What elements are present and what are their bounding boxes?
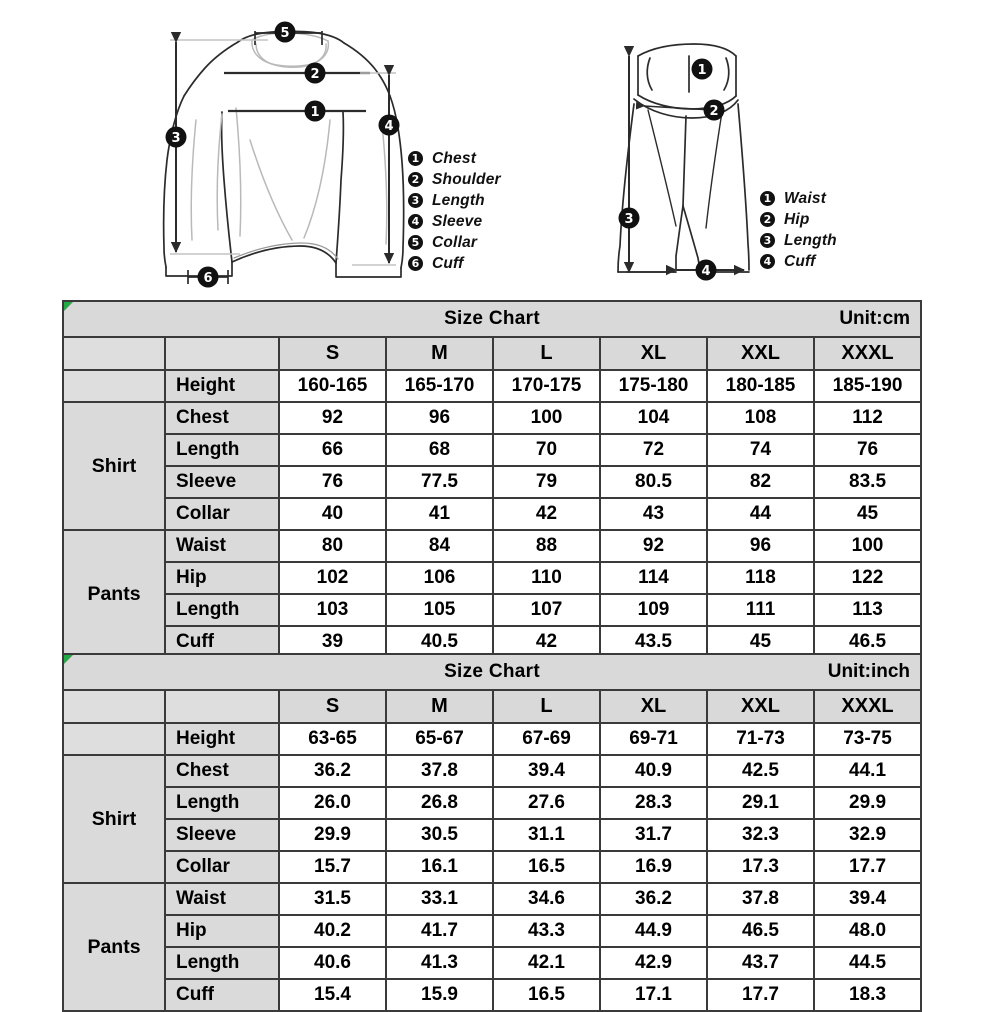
table-row xyxy=(63,370,921,402)
cell-pants-waist-s: 31.5 xyxy=(279,883,386,915)
cell-shirt-collar-xxl: 44 xyxy=(707,498,814,530)
cell-pants-hip-xxl: 46.5 xyxy=(707,915,814,947)
size-header-xl: XL xyxy=(600,690,707,723)
size-header-xxl: XXL xyxy=(707,337,814,370)
cell-shirt-chest-m: 37.8 xyxy=(386,755,493,787)
shirt-legend-row xyxy=(408,253,501,274)
cell-shirt-sleeve-xxl: 32.3 xyxy=(707,819,814,851)
cell-pants-cuff-xxxl: 46.5 xyxy=(814,626,921,658)
cell-pants-hip-xl: 114 xyxy=(600,562,707,594)
cell-height-l: 170-175 xyxy=(493,370,600,402)
table-row xyxy=(63,883,921,915)
cell-shirt-chest-xxl: 42.5 xyxy=(707,755,814,787)
cell-pants-length-m: 41.3 xyxy=(386,947,493,979)
cell-pants-hip-s: 40.2 xyxy=(279,915,386,947)
shirt-marker-3 xyxy=(166,127,187,148)
shirt-legend-row xyxy=(408,148,501,169)
shirt-marker-6 xyxy=(198,267,219,288)
cell-height-s: 63-65 xyxy=(279,723,386,755)
svg-text:5: 5 xyxy=(280,26,290,41)
cell-shirt-length-xxl: 74 xyxy=(707,434,814,466)
cell-pants-length-xxxl: 44.5 xyxy=(814,947,921,979)
cell-shirt-length-l: 70 xyxy=(493,434,600,466)
cell-height-xxl: 180-185 xyxy=(707,370,814,402)
cell-shirt-length-xxxl: 76 xyxy=(814,434,921,466)
cell-pants-cuff-xxl: 17.7 xyxy=(707,979,814,1011)
cell-pants-waist-xxxl: 39.4 xyxy=(814,883,921,915)
shirt-legend-badge-3: 3 xyxy=(408,193,423,208)
cell-shirt-length-xxxl: 29.9 xyxy=(814,787,921,819)
cell-shirt-sleeve-xl: 80.5 xyxy=(600,466,707,498)
table-row xyxy=(63,947,921,979)
shirt-legend-row xyxy=(408,169,501,190)
row-label-shirt-chest: Chest xyxy=(165,402,279,434)
group-label-pants: Pants xyxy=(63,530,165,658)
cell-shirt-sleeve-xl: 31.7 xyxy=(600,819,707,851)
pants-legend-row xyxy=(760,209,837,230)
pants-legend-badge-4: 4 xyxy=(760,254,775,269)
pants-legend-row xyxy=(760,251,837,272)
table-unit-label: Unit:cm xyxy=(839,308,911,329)
cell-shirt-collar-xxxl: 45 xyxy=(814,498,921,530)
cell-pants-hip-m: 41.7 xyxy=(386,915,493,947)
cell-shirt-length-l: 27.6 xyxy=(493,787,600,819)
shirt-marker-2 xyxy=(305,63,326,84)
table-row xyxy=(63,594,921,626)
table-row xyxy=(63,979,921,1011)
cell-height-m: 65-67 xyxy=(386,723,493,755)
row-label-shirt-length: Length xyxy=(165,787,279,819)
cell-shirt-length-m: 26.8 xyxy=(386,787,493,819)
cell-shirt-collar-xl: 43 xyxy=(600,498,707,530)
cell-shirt-sleeve-s: 76 xyxy=(279,466,386,498)
cell-pants-hip-xxl: 118 xyxy=(707,562,814,594)
cell-shirt-length-xl: 72 xyxy=(600,434,707,466)
cell-shirt-sleeve-xxxl: 32.9 xyxy=(814,819,921,851)
cell-shirt-sleeve-l: 79 xyxy=(493,466,600,498)
svg-text:4: 4 xyxy=(384,119,394,134)
cell-shirt-chest-m: 96 xyxy=(386,402,493,434)
cell-shirt-sleeve-xxl: 82 xyxy=(707,466,814,498)
table-row xyxy=(63,787,921,819)
row-label-pants-length: Length xyxy=(165,947,279,979)
table-title-row xyxy=(63,301,921,337)
table-row xyxy=(63,402,921,434)
shirt-legend-label-length: Length xyxy=(432,191,485,209)
size-header-row xyxy=(63,690,921,723)
size-header-xxxl: XXXL xyxy=(814,690,921,723)
table-title-row xyxy=(63,654,921,690)
shirt-legend-badge-2: 2 xyxy=(408,172,423,187)
cell-shirt-chest-s: 36.2 xyxy=(279,755,386,787)
table-row xyxy=(63,562,921,594)
svg-text:2: 2 xyxy=(709,104,719,119)
pants-legend-label-length: Length xyxy=(784,231,837,249)
svg-text:3: 3 xyxy=(624,212,634,227)
shirt-legend-label-sleeve: Sleeve xyxy=(432,212,483,230)
svg-text:6: 6 xyxy=(203,271,213,286)
size-chart-table xyxy=(62,653,922,1012)
cell-pants-waist-xl: 92 xyxy=(600,530,707,562)
pants-marker-3 xyxy=(619,208,640,229)
cell-height-xxxl: 73-75 xyxy=(814,723,921,755)
header-blank-group xyxy=(63,690,165,723)
cell-height-m: 165-170 xyxy=(386,370,493,402)
row-label-height: Height xyxy=(165,370,279,402)
row-label-shirt-sleeve: Sleeve xyxy=(165,466,279,498)
cell-pants-cuff-xxxl: 18.3 xyxy=(814,979,921,1011)
cell-shirt-collar-l: 16.5 xyxy=(493,851,600,883)
shirt-marker-1 xyxy=(305,101,326,122)
cell-pants-waist-s: 80 xyxy=(279,530,386,562)
pants-legend-badge-3: 3 xyxy=(760,233,775,248)
group-label-shirt: Shirt xyxy=(63,402,165,530)
shirt-legend-label-collar: Collar xyxy=(432,233,478,251)
pants-marker-1 xyxy=(692,59,713,80)
cell-shirt-collar-xxxl: 17.7 xyxy=(814,851,921,883)
row-label-pants-hip: Hip xyxy=(165,915,279,947)
shirt-legend-badge-1: 1 xyxy=(408,151,423,166)
cell-pants-hip-xl: 44.9 xyxy=(600,915,707,947)
cell-height-xxl: 71-73 xyxy=(707,723,814,755)
cell-pants-hip-l: 110 xyxy=(493,562,600,594)
cell-shirt-chest-s: 92 xyxy=(279,402,386,434)
table-title: Size Chart xyxy=(444,308,540,329)
size-table-inch xyxy=(62,653,920,1012)
cell-shirt-collar-m: 16.1 xyxy=(386,851,493,883)
shirt-drawing xyxy=(164,31,404,277)
size-header-xxl: XXL xyxy=(707,690,814,723)
row-label-pants-hip: Hip xyxy=(165,562,279,594)
shirt-legend-badge-4: 4 xyxy=(408,214,423,229)
cell-pants-waist-xl: 36.2 xyxy=(600,883,707,915)
cell-pants-hip-xxxl: 122 xyxy=(814,562,921,594)
row-label-height: Height xyxy=(165,723,279,755)
cell-pants-hip-xxxl: 48.0 xyxy=(814,915,921,947)
table-row xyxy=(63,723,921,755)
row-label-shirt-sleeve: Sleeve xyxy=(165,819,279,851)
cell-height-xxxl: 185-190 xyxy=(814,370,921,402)
cell-pants-length-xxl: 111 xyxy=(707,594,814,626)
svg-text:1: 1 xyxy=(310,105,320,120)
table-row xyxy=(63,530,921,562)
height-group-blank xyxy=(63,723,165,755)
pants-legend-badge-2: 2 xyxy=(760,212,775,227)
cell-pants-cuff-l: 16.5 xyxy=(493,979,600,1011)
size-table-cm xyxy=(62,300,920,659)
row-label-shirt-collar: Collar xyxy=(165,498,279,530)
cell-shirt-collar-xl: 16.9 xyxy=(600,851,707,883)
cell-pants-length-l: 42.1 xyxy=(493,947,600,979)
size-header-s: S xyxy=(279,690,386,723)
cell-shirt-chest-xxxl: 44.1 xyxy=(814,755,921,787)
row-label-shirt-chest: Chest xyxy=(165,755,279,787)
shirt-legend-row xyxy=(408,211,501,232)
row-label-shirt-collar: Collar xyxy=(165,851,279,883)
pants-legend-row xyxy=(760,188,837,209)
pants-legend-label-hip: Hip xyxy=(784,210,810,228)
pants-legend xyxy=(760,188,837,272)
size-header-m: M xyxy=(386,337,493,370)
table-title: Size Chart xyxy=(444,661,540,682)
cell-shirt-collar-s: 15.7 xyxy=(279,851,386,883)
cell-shirt-collar-l: 42 xyxy=(493,498,600,530)
cell-pants-length-m: 105 xyxy=(386,594,493,626)
table-row xyxy=(63,851,921,883)
cell-pants-waist-m: 33.1 xyxy=(386,883,493,915)
cell-pants-cuff-s: 15.4 xyxy=(279,979,386,1011)
header-blank-measure xyxy=(165,690,279,723)
shirt-legend-row xyxy=(408,232,501,253)
header-blank-group xyxy=(63,337,165,370)
shirt-marker-5 xyxy=(275,22,296,43)
table-row xyxy=(63,755,921,787)
cell-pants-hip-m: 106 xyxy=(386,562,493,594)
pants-legend-row xyxy=(760,230,837,251)
size-header-xxxl: XXXL xyxy=(814,337,921,370)
cell-pants-hip-l: 43.3 xyxy=(493,915,600,947)
cell-shirt-chest-xxxl: 112 xyxy=(814,402,921,434)
pants-legend-label-waist: Waist xyxy=(784,189,827,207)
header-blank-measure xyxy=(165,337,279,370)
cell-shirt-sleeve-l: 31.1 xyxy=(493,819,600,851)
cell-shirt-chest-l: 39.4 xyxy=(493,755,600,787)
group-label-pants: Pants xyxy=(63,883,165,1011)
cell-shirt-length-xl: 28.3 xyxy=(600,787,707,819)
cell-pants-cuff-m: 15.9 xyxy=(386,979,493,1011)
cell-pants-waist-m: 84 xyxy=(386,530,493,562)
cell-shirt-length-xxl: 29.1 xyxy=(707,787,814,819)
cell-pants-length-xxl: 43.7 xyxy=(707,947,814,979)
cell-shirt-chest-l: 100 xyxy=(493,402,600,434)
size-header-m: M xyxy=(386,690,493,723)
height-group-blank xyxy=(63,370,165,402)
cell-pants-waist-xxxl: 100 xyxy=(814,530,921,562)
cell-pants-cuff-xl: 43.5 xyxy=(600,626,707,658)
table-title-cell xyxy=(63,654,921,690)
cell-shirt-length-m: 68 xyxy=(386,434,493,466)
cell-shirt-collar-m: 41 xyxy=(386,498,493,530)
cell-shirt-sleeve-s: 29.9 xyxy=(279,819,386,851)
cell-pants-length-xxxl: 113 xyxy=(814,594,921,626)
shirt-legend-label-shoulder: Shoulder xyxy=(432,170,501,188)
size-header-l: L xyxy=(493,690,600,723)
pants-legend-badge-1: 1 xyxy=(760,191,775,206)
shirt-legend-row xyxy=(408,190,501,211)
size-header-s: S xyxy=(279,337,386,370)
cell-shirt-collar-xxl: 17.3 xyxy=(707,851,814,883)
cell-shirt-sleeve-xxxl: 83.5 xyxy=(814,466,921,498)
pants-marker-2 xyxy=(704,100,725,121)
cell-pants-length-xl: 42.9 xyxy=(600,947,707,979)
table-row xyxy=(63,819,921,851)
cell-pants-cuff-l: 42 xyxy=(493,626,600,658)
row-label-pants-waist: Waist xyxy=(165,530,279,562)
row-label-pants-waist: Waist xyxy=(165,883,279,915)
cell-shirt-sleeve-m: 77.5 xyxy=(386,466,493,498)
size-chart-table xyxy=(62,300,922,659)
cell-pants-cuff-xxl: 45 xyxy=(707,626,814,658)
cell-shirt-chest-xl: 40.9 xyxy=(600,755,707,787)
shirt-shading xyxy=(191,33,387,244)
cell-pants-cuff-m: 40.5 xyxy=(386,626,493,658)
group-label-shirt: Shirt xyxy=(63,755,165,883)
svg-text:3: 3 xyxy=(171,131,181,146)
table-row xyxy=(63,498,921,530)
table-title-cell xyxy=(63,301,921,337)
cell-height-xl: 69-71 xyxy=(600,723,707,755)
cell-height-xl: 175-180 xyxy=(600,370,707,402)
cell-pants-waist-xxl: 96 xyxy=(707,530,814,562)
svg-text:2: 2 xyxy=(310,67,320,82)
shirt-legend-badge-6: 6 xyxy=(408,256,423,271)
svg-text:1: 1 xyxy=(697,63,707,78)
row-label-pants-cuff: Cuff xyxy=(165,979,279,1011)
cell-pants-length-s: 40.6 xyxy=(279,947,386,979)
cell-shirt-collar-s: 40 xyxy=(279,498,386,530)
cell-pants-waist-l: 34.6 xyxy=(493,883,600,915)
shirt-legend xyxy=(408,148,501,274)
cell-shirt-length-s: 26.0 xyxy=(279,787,386,819)
cell-pants-length-s: 103 xyxy=(279,594,386,626)
shirt-legend-badge-5: 5 xyxy=(408,235,423,250)
cell-pants-length-l: 107 xyxy=(493,594,600,626)
shirt-marker-4 xyxy=(379,115,400,136)
shirt-sleeve-dimension xyxy=(352,73,396,265)
cell-shirt-length-s: 66 xyxy=(279,434,386,466)
cell-pants-cuff-xl: 17.1 xyxy=(600,979,707,1011)
cell-height-s: 160-165 xyxy=(279,370,386,402)
cell-shirt-chest-xxl: 108 xyxy=(707,402,814,434)
cell-pants-waist-xxl: 37.8 xyxy=(707,883,814,915)
pants-marker-4 xyxy=(696,260,717,281)
cell-shirt-sleeve-m: 30.5 xyxy=(386,819,493,851)
size-header-xl: XL xyxy=(600,337,707,370)
table-row xyxy=(63,915,921,947)
table-unit-label: Unit:inch xyxy=(827,661,911,682)
size-header-l: L xyxy=(493,337,600,370)
shirt-legend-label-cuff: Cuff xyxy=(432,254,464,272)
cell-height-l: 67-69 xyxy=(493,723,600,755)
cell-shirt-chest-xl: 104 xyxy=(600,402,707,434)
svg-text:4: 4 xyxy=(701,264,711,279)
cell-pants-waist-l: 88 xyxy=(493,530,600,562)
cell-pants-hip-s: 102 xyxy=(279,562,386,594)
cell-pants-length-xl: 109 xyxy=(600,594,707,626)
cell-pants-cuff-s: 39 xyxy=(279,626,386,658)
row-label-pants-cuff: Cuff xyxy=(165,626,279,658)
shirt-legend-label-chest: Chest xyxy=(432,149,477,167)
table-row xyxy=(63,434,921,466)
row-label-pants-length: Length xyxy=(165,594,279,626)
size-header-row xyxy=(63,337,921,370)
pants-legend-label-cuff: Cuff xyxy=(784,252,816,270)
table-row xyxy=(63,466,921,498)
row-label-shirt-length: Length xyxy=(165,434,279,466)
pants-drawing xyxy=(618,44,749,272)
